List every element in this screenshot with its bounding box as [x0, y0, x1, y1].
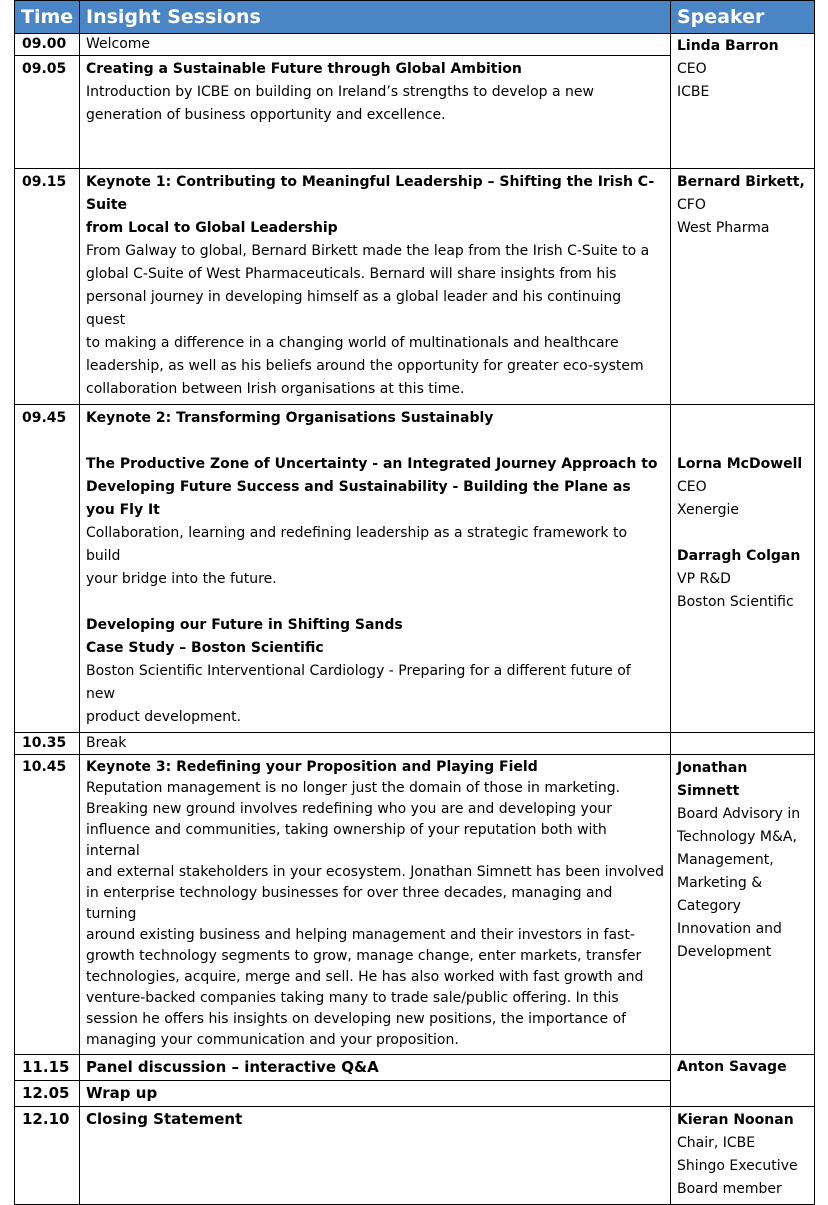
session-desc: Breaking new ground involves redefining who you are and developing your	[86, 801, 613, 817]
subsession-desc: product development.	[86, 709, 242, 725]
speaker-cell	[671, 169, 815, 405]
session-cell	[80, 169, 671, 405]
session-cell	[80, 56, 671, 169]
speaker-line: Board Advisory in	[677, 806, 801, 822]
subsession-title: Case Study – Boston Scientific	[86, 640, 324, 656]
session-time: 09.45	[15, 405, 80, 733]
speaker-org: Xenergie	[677, 502, 739, 518]
speaker-role: CEO	[677, 61, 707, 77]
speaker-line: Marketing &	[677, 875, 763, 891]
header-speaker: Speaker	[671, 1, 815, 34]
session-title: Panel discussion – interactive Q&A	[80, 1055, 671, 1081]
header-row	[15, 1, 815, 34]
session-desc: Introduction by ICBE on building on Ireland’s strengths to develop a new	[86, 84, 594, 100]
speaker-role: CEO	[677, 479, 707, 495]
session-desc: From Galway to global, Bernard Birkett made the leap from the Irish C-Suite to a	[86, 243, 650, 259]
session-time: 10.35	[15, 733, 80, 755]
session-title: Creating a Sustainable Future through Global Ambition	[86, 61, 522, 77]
speaker-cell	[671, 733, 815, 755]
agenda-table	[14, 0, 815, 1205]
speaker-name: Darragh Colgan	[677, 548, 801, 564]
speaker-line: Innovation and	[677, 921, 782, 937]
subsession-title: Developing Future Success and Sustainability - Building the Plane as you Fly It	[86, 479, 631, 518]
header-sessions: Insight Sessions	[80, 1, 671, 34]
table-row	[15, 755, 815, 1055]
speaker-name: Anton Savage	[677, 1059, 787, 1075]
session-title: from Local to Global Leadership	[86, 220, 338, 236]
session-desc: in enterprise technology businesses for over three decades, managing and turning	[86, 885, 613, 922]
speaker-cell	[671, 755, 815, 1055]
session-desc: Reputation management is no longer just the domain of those in marketing.	[86, 780, 621, 796]
header-time: Time	[15, 1, 80, 34]
session-desc: collaboration between Irish organisations at this time.	[86, 381, 465, 397]
session-desc: leadership, as well as his beliefs around the opportunity for greater eco-system	[86, 358, 644, 374]
session-title: Keynote 3: Redefining your Proposition and Playing Field	[86, 759, 538, 775]
session-desc: managing your communication and your proposition.	[86, 1032, 459, 1048]
table-row	[15, 1107, 815, 1205]
speaker-cell	[671, 34, 815, 169]
speaker-name: Linda Barron	[677, 38, 779, 54]
session-time: 09.05	[15, 56, 80, 169]
session-desc: global C-Suite of West Pharmaceuticals. Bernard will share insights from his	[86, 266, 617, 282]
speaker-cell	[671, 1055, 815, 1107]
session-desc: influence and communities, taking ownership of your reputation both with internal	[86, 822, 607, 859]
session-desc: session he offers his insights on developing new positions, the importance of	[86, 1011, 627, 1027]
session-desc: personal journey in developing himself as a global leader and his continuing quest	[86, 289, 622, 328]
session-title: Closing Statement	[80, 1107, 671, 1205]
session-time: 09.15	[15, 169, 80, 405]
session-time: 10.45	[15, 755, 80, 1055]
session-cell	[80, 755, 671, 1055]
subsession-desc: Boston Scientific Interventional Cardiology - Preparing for a different future of new	[86, 663, 631, 702]
session-desc: venture-backed companies taking many to trade sale/public offering. In this	[86, 990, 619, 1006]
speaker-org: West Pharma	[677, 220, 770, 236]
subsession-desc: your bridge into the future.	[86, 571, 277, 587]
speaker-line: Board member	[677, 1181, 782, 1197]
session-desc: technologies, acquire, merge and sell. He has also worked with fast growth and	[86, 969, 644, 985]
speaker-name: Lorna McDowell	[677, 456, 803, 472]
subsession-title: The Productive Zone of Uncertainty - an Integrated Journey Approach to	[86, 456, 658, 472]
table-row	[15, 34, 815, 56]
session-title: Keynote 1: Contributing to Meaningful Leadership – Shifting the Irish C-Suite	[86, 174, 655, 213]
session-desc: around existing business and helping management and their investors in fast-	[86, 927, 635, 943]
speaker-role: CFO	[677, 197, 706, 213]
speaker-role: VP R&D	[677, 571, 731, 587]
subsession-title: Developing our Future in Shifting Sands	[86, 617, 403, 633]
table-row	[15, 405, 815, 733]
session-desc: and external stakeholders in your ecosystem. Jonathan Simnett has been involved	[86, 864, 664, 880]
table-row	[15, 169, 815, 405]
speaker-name: Jonathan Simnett	[677, 760, 748, 799]
speaker-org: Boston Scientific	[677, 594, 794, 610]
speaker-cell	[671, 405, 815, 733]
speaker-line: Chair, ICBE	[677, 1135, 756, 1151]
speaker-cell	[671, 1107, 815, 1205]
speaker-line: Management,	[677, 852, 774, 868]
session-time: 12.10	[15, 1107, 80, 1205]
session-cell	[80, 405, 671, 733]
speaker-line: Development	[677, 944, 772, 960]
table-row	[15, 733, 815, 755]
speaker-name: Kieran Noonan	[677, 1112, 794, 1128]
session-title: Break	[80, 733, 671, 755]
session-desc: to making a difference in a changing world of multinationals and healthcare	[86, 335, 619, 351]
session-time: 09.00	[15, 34, 80, 56]
speaker-line: Shingo Executive	[677, 1158, 798, 1174]
subsession-desc: Collaboration, learning and redefining leadership as a strategic framework to build	[86, 525, 628, 564]
session-desc: generation of business opportunity and excellence.	[86, 107, 446, 123]
speaker-line: Technology M&A,	[677, 829, 797, 845]
speaker-org: ICBE	[677, 84, 710, 100]
session-title: Welcome	[80, 34, 671, 56]
session-title: Wrap up	[80, 1081, 671, 1107]
session-desc: growth technology segments to grow, manage change, enter markets, transfer	[86, 948, 642, 964]
session-time: 11.15	[15, 1055, 80, 1081]
speaker-name: Bernard Birkett,	[677, 174, 805, 190]
table-row	[15, 1055, 815, 1081]
session-title: Keynote 2: Transforming Organisations Sustainably	[86, 410, 494, 426]
session-time: 12.05	[15, 1081, 80, 1107]
speaker-line: Category	[677, 898, 741, 914]
